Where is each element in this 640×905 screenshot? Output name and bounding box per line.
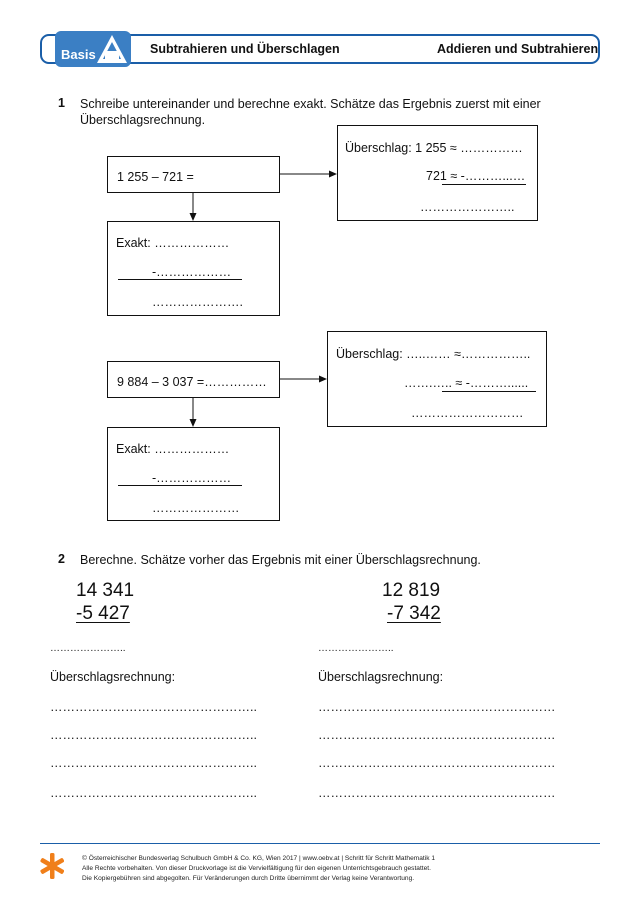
task1b-estimate-box	[327, 331, 547, 427]
task2-left-estimate-label: Überschlagsrechnung:	[50, 670, 176, 684]
task1b-exact-box	[107, 427, 280, 521]
task1b-estimate-line1[interactable]: Überschlag: …..…… ≈……………..	[336, 347, 531, 361]
task1a-estimate-line1[interactable]: Überschlag: 1 255 ≈ ……………	[345, 141, 523, 155]
task2-right-subtrahend: -7 342	[387, 603, 441, 624]
task1a-exact-result[interactable]: ………………….	[152, 295, 243, 309]
task1b-expression-box	[107, 361, 280, 398]
task1b-estimate-result[interactable]: ………………………	[411, 406, 524, 420]
publisher-logo-icon	[40, 852, 64, 880]
task2-right-line[interactable]: …………………………………………………	[318, 786, 556, 800]
task2-right-line[interactable]: …………………………………………………	[318, 756, 556, 770]
task2-left-line[interactable]: …………………………………………..	[50, 786, 257, 800]
task2-instruction: Berechne. Schätze vorher das Ergebnis mit einer Überschlagsrechnung.	[80, 553, 481, 567]
task2-left-line[interactable]: …………………………………………..	[50, 756, 257, 770]
task2-left-subtrahend: -5 427	[76, 603, 130, 624]
task2-left-minuend: 14 341	[76, 580, 135, 601]
task2-right-estimate-label: Überschlagsrechnung:	[318, 670, 444, 684]
task2-left-result[interactable]: …………………..	[50, 643, 126, 654]
task2-left-line[interactable]: …………………………………………..	[50, 728, 257, 742]
footer-rights: Alle Rechte vorbehalten. Von dieser Druckvorlage ist die Vervielfältigung für den eigenen Unterrichtsgebrauch gestattet.	[82, 865, 431, 872]
task2-right-minuend: 12 819	[382, 580, 441, 601]
task2-right-result[interactable]: …………………..	[318, 643, 394, 654]
task1a-expression: 1 255 – 721 =	[117, 170, 194, 184]
chapter-title: Addieren und Subtrahieren	[437, 42, 599, 56]
task1b-exact-underline	[118, 485, 242, 486]
task1a-estimate-line2[interactable]: 721 ≈ -………...…	[426, 169, 526, 183]
task1-instruction: Schreibe untereinander und berechne exakt. Schätze das Ergebnis zuerst mit einer Überschlagsrechnung.	[80, 97, 541, 127]
task2-left-line[interactable]: …………………………………………..	[50, 700, 257, 714]
footer-copyright: © Österreichischer Bundesverlag Schulbuch GmbH & Co. KG, Wien 2017 | www.oebv.at | Schritt für Schritt Mathematik 1	[82, 855, 436, 862]
task1a-exact-line2[interactable]: -………………	[152, 265, 232, 279]
task2-right-line[interactable]: …………………………………………………	[318, 700, 556, 714]
task1b-exact-result[interactable]: …………………	[152, 501, 240, 515]
task2-right-line[interactable]: …………………………………………………	[318, 728, 556, 742]
task1b-exact-line2[interactable]: -………………	[152, 471, 232, 485]
task1a-estimate-result[interactable]: …………………..	[420, 200, 515, 214]
footer-divider	[40, 843, 600, 844]
task2-number: 2	[58, 552, 65, 566]
task1b-estimate-line2[interactable]: …….….. ≈ -………......	[404, 376, 529, 390]
basis-label: Basis	[61, 47, 96, 62]
footer-disclaimer: Die Kopiergebühren sind abgegolten. Für Veränderungen durch Dritte übernimmt der Verlag keine Verantwortung.	[82, 875, 415, 882]
task1a-exact-line1[interactable]: Exakt: ………………	[116, 236, 230, 250]
task1b-exact-line1[interactable]: Exakt: ………………	[116, 442, 230, 456]
worksheet-title: Subtrahieren und Überschlagen	[150, 42, 340, 56]
task1b-expression[interactable]: 9 884 – 3 037 =……………	[117, 375, 267, 389]
task1b-estimate-underline	[442, 391, 536, 392]
task1-number: 1	[58, 96, 65, 110]
